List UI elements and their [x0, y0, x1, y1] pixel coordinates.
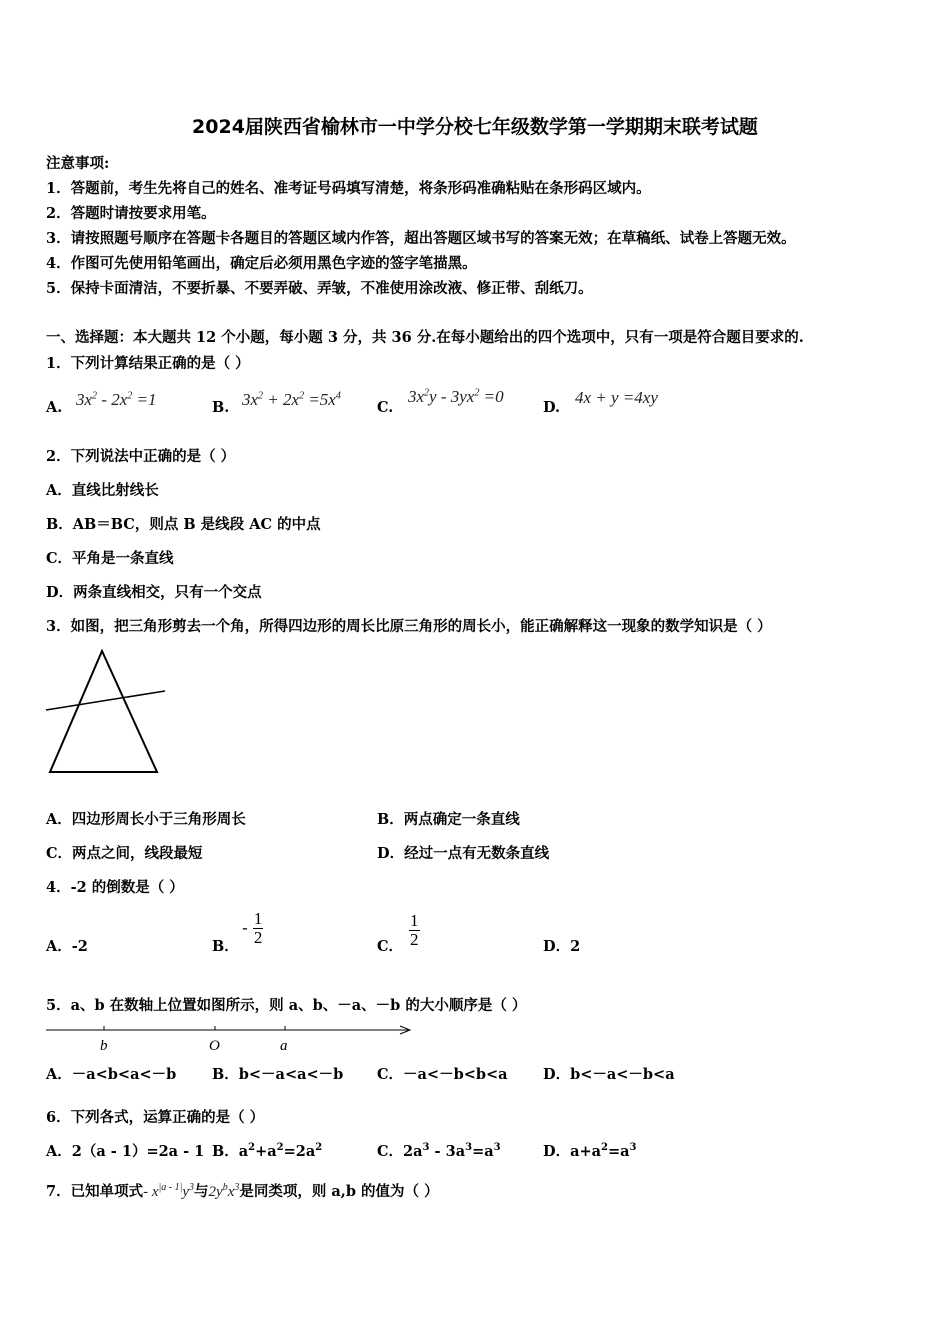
notice-item: 5．保持卡面清洁，不要折暴、不要弄破、弄皱，不准使用涂改液、修正带、刮纸刀。	[46, 280, 593, 297]
q4-option-d: D．2	[543, 938, 581, 955]
notice-item: 2．答题时请按要求用笔。	[46, 205, 216, 222]
q3-option: B．两点确定一条直线	[377, 811, 520, 828]
axis-label-b: b	[100, 1038, 108, 1054]
question-7-stem: 7．已知单项式- $x^{|a - 1|}y^3$与$2y^bx^3$是同类项，则 a,b 的值为（ ）	[46, 1182, 439, 1200]
axis-label-o: O	[209, 1038, 220, 1054]
q6-option-a: A．2（a - 1）=2a - 1	[46, 1143, 205, 1160]
q3-option: D．经过一点有无数条直线	[377, 845, 550, 862]
q1-option-a-expr: $3x^2 - 2x^2 =1$	[76, 390, 157, 409]
triangle-figure	[40, 645, 170, 780]
q4-option-b-label: B．	[212, 938, 239, 955]
q1-option-c-label: C.	[377, 399, 394, 416]
q5-option: D．b<－a<－b<a	[543, 1066, 675, 1083]
monomial-2: $2y^bx^3$	[208, 1182, 240, 1200]
q1-option-a-label: A.	[46, 399, 63, 416]
triangle-shape	[50, 651, 157, 772]
question-1-stem: 1．下列计算结果正确的是（ ）	[46, 355, 250, 372]
q2-option: B．AB＝BC，则点 B 是线段 AC 的中点	[46, 516, 321, 533]
q4-option-b-value: - $\frac{1}{2}$	[242, 909, 263, 947]
notice-item: 1．答题前，考生先将自己的姓名、准考证号码填写清楚，将条形码准确粘贴在条形码区域内。	[46, 180, 651, 197]
question-2-stem: 2．下列说法中正确的是（ ）	[46, 448, 236, 465]
q2-option: A．直线比射线长	[46, 482, 159, 499]
page-title: 2024届陕西省榆林市一中学分校七年级数学第一学期期末联考试题	[192, 116, 758, 138]
q1-option-d-expr: 4x + y =4xy	[575, 388, 658, 407]
q6-option-d: D．$a+a^2=a^3$	[543, 1142, 637, 1160]
q2-option: D．两条直线相交，只有一个交点	[46, 584, 262, 601]
question-6-stem: 6．下列各式，运算正确的是（ ）	[46, 1109, 265, 1126]
cut-line	[46, 691, 165, 710]
q1-option-d-label: D.	[543, 399, 561, 416]
q6-option-c: C．$2a^3 - 3a^3=a^3$	[377, 1142, 501, 1160]
q1-option-c-expr: $3x^2y - 3yx^2 =0$	[408, 387, 504, 406]
q3-option: A．四边形周长小于三角形周长	[46, 811, 246, 828]
q5-option: A．－a<b<a<－b	[46, 1066, 177, 1083]
question-3-stem: 3．如图，把三角形剪去一个角，所得四边形的周长比原三角形的周长小，能正确解释这一现象的数学知识是（ ）	[46, 618, 772, 635]
q6-option-b: B．$a^2+a^2=2a^2$	[212, 1142, 323, 1160]
q2-option: C．平角是一条直线	[46, 550, 174, 567]
q5-option: C．－a<－b<b<a	[377, 1066, 508, 1083]
q1-option-b-expr: $3x^2 + 2x^2 =5x^4$	[242, 390, 341, 409]
monomial-1: - $x^{|a - 1|}y^3$	[143, 1182, 195, 1200]
number-line-figure	[40, 1020, 420, 1060]
notice-item: 3．请按照题号顺序在答题卡各题目的答题区域内作答，超出答题区域书写的答案无效；在草稿纸、试卷上答题无效。	[46, 230, 796, 247]
axis-label-a: a	[280, 1038, 288, 1054]
q3-option: C．两点之间，线段最短	[46, 845, 203, 862]
q5-option: B．b<－a<a<－b	[212, 1066, 344, 1083]
section-heading: 一、选择题：本大题共 12 个小题，每小题 3 分，共 36 分.在每小题给出的四个选项中，只有一项是符合题目要求的.	[46, 329, 804, 346]
question-5-stem: 5．a、b 在数轴上位置如图所示，则 a、b、－a、－b 的大小顺序是（ ）	[46, 997, 527, 1014]
q4-option-a: A．-2	[46, 938, 88, 955]
q1-option-b-label: B.	[212, 399, 230, 416]
q4-option-c-value: $\frac{1}{2}$	[410, 911, 419, 949]
notice-heading: 注意事项:	[46, 155, 110, 172]
notice-item: 4．作图可先使用铅笔画出，确定后必须用黑色字迹的签字笔描黑。	[46, 255, 477, 272]
question-4-stem: 4．-2 的倒数是（ ）	[46, 879, 184, 896]
q4-option-c-label: C．	[377, 938, 404, 955]
